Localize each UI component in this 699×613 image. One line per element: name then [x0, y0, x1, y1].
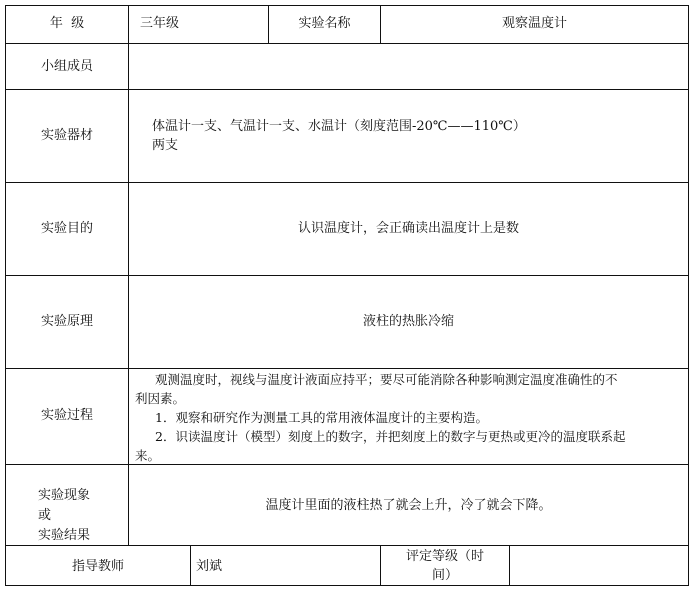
table-border-right [688, 5, 689, 586]
process-para1-line1: 观测温度时，视线与温度计液面应持平；要尽可能消除各种影响测定温度准确性的不 [155, 372, 618, 387]
process-para1-line2: 利因素。 [135, 391, 186, 406]
materials-line-1: 体温计一支、气温计一支、水温计（刻度范围-20℃——110℃） [152, 119, 526, 134]
teacher-value: 刘斌 [196, 559, 223, 574]
rating-label-line1: 评定等级（时 [405, 549, 484, 564]
row-divider [5, 368, 689, 369]
purpose-label: 实验目的 [40, 221, 93, 236]
row-divider [5, 89, 689, 90]
process-label: 实验过程 [40, 408, 93, 423]
principle-label: 实验原理 [40, 314, 93, 329]
teacher-label: 指导教师 [71, 559, 124, 574]
process-step-1: 1．观察和研究作为测量工具的常用液体温度计的主要构造。 [155, 410, 488, 425]
purpose-value: 认识温度计，会正确读出温度计上是数 [297, 221, 519, 236]
column-divider-footer [509, 545, 510, 586]
row-divider [5, 43, 689, 44]
materials-label: 实验器材 [40, 128, 93, 143]
table-border-bottom [5, 585, 689, 586]
result-label-line3: 实验结果 [38, 528, 91, 543]
result-label-line1: 实验现象 [38, 488, 91, 503]
column-divider-footer [190, 545, 191, 586]
row-divider [5, 275, 689, 276]
process-step2-line2: 来。 [135, 448, 161, 463]
experiment-name-value: 观察温度计 [501, 16, 567, 31]
members-label: 小组成员 [40, 59, 93, 74]
result-label-line2: 或 [38, 508, 52, 523]
table-border-left [5, 5, 6, 586]
grade-label: 年 级 [49, 16, 85, 31]
materials-line-2: 两支 [152, 138, 179, 153]
table-border-top [5, 5, 689, 6]
row-divider [5, 545, 689, 546]
row-divider [5, 182, 689, 183]
grade-value: 三年级 [140, 16, 180, 31]
process-step2-line1: 2．识读温度计（模型）刻度上的数字，并把刻度上的数字与更热或更冷的温度联系起 [155, 429, 626, 444]
column-divider-label [128, 5, 129, 546]
experiment-name-label: 实验名称 [298, 16, 351, 31]
principle-value: 液柱的热胀冷缩 [362, 314, 454, 329]
result-value: 温度计里面的液柱热了就会上升，冷了就会下降。 [265, 498, 552, 513]
row-divider [5, 464, 689, 465]
rating-label-line2: 间） [431, 568, 458, 583]
